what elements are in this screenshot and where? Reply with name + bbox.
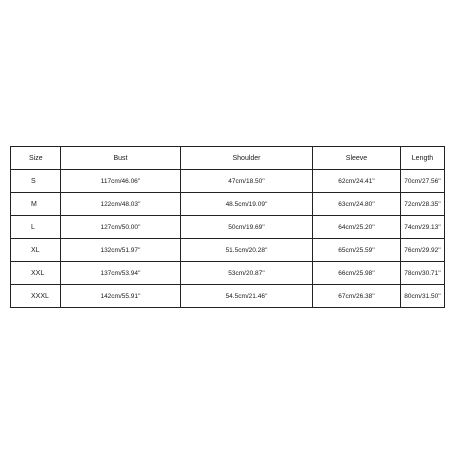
size-cell: XL xyxy=(11,239,61,262)
length-cell: 76cm/29.92'' xyxy=(401,239,445,262)
size-cell: XXXL xyxy=(11,285,61,308)
table-row xyxy=(11,193,445,216)
sleeve-cell: 66cm/25.98'' xyxy=(313,262,401,285)
bust-cell: 137cm/53.94'' xyxy=(61,262,181,285)
header-bust: Bust xyxy=(61,147,181,170)
bust-cell: 122cm/48.03'' xyxy=(61,193,181,216)
header-sleeve: Sleeve xyxy=(313,147,401,170)
size-cell: XXL xyxy=(11,262,61,285)
table-row xyxy=(11,262,445,285)
shoulder-cell: 54.5cm/21.46'' xyxy=(181,285,313,308)
length-cell: 74cm/29.13'' xyxy=(401,216,445,239)
table-row xyxy=(11,239,445,262)
table-row xyxy=(11,216,445,239)
sleeve-cell: 62cm/24.41'' xyxy=(313,170,401,193)
length-cell: 80cm/31.50'' xyxy=(401,285,445,308)
table-row xyxy=(11,285,445,308)
bust-cell: 127cm/50.00'' xyxy=(61,216,181,239)
sleeve-cell: 67cm/26.38'' xyxy=(313,285,401,308)
size-cell: S xyxy=(11,170,61,193)
size-cell: M xyxy=(11,193,61,216)
length-cell: 70cm/27.56'' xyxy=(401,170,445,193)
size-cell: L xyxy=(11,216,61,239)
bust-cell: 132cm/51.97'' xyxy=(61,239,181,262)
bust-cell: 142cm/55.91'' xyxy=(61,285,181,308)
header-shoulder: Shoulder xyxy=(181,147,313,170)
shoulder-cell: 48.5cm/19.09'' xyxy=(181,193,313,216)
header-length: Length xyxy=(401,147,445,170)
shoulder-cell: 47cm/18.50'' xyxy=(181,170,313,193)
shoulder-cell: 50cm/19.69'' xyxy=(181,216,313,239)
bust-cell: 117cm/46.06'' xyxy=(61,170,181,193)
length-cell: 78cm/30.71'' xyxy=(401,262,445,285)
header-size: Size xyxy=(11,147,61,170)
table-row xyxy=(11,170,445,193)
size-chart xyxy=(10,146,444,308)
shoulder-cell: 51.5cm/20.28'' xyxy=(181,239,313,262)
size-chart-table xyxy=(10,146,445,308)
header-row xyxy=(11,147,445,170)
sleeve-cell: 65cm/25.59'' xyxy=(313,239,401,262)
sleeve-cell: 64cm/25.20'' xyxy=(313,216,401,239)
sleeve-cell: 63cm/24.80'' xyxy=(313,193,401,216)
length-cell: 72cm/28.35'' xyxy=(401,193,445,216)
shoulder-cell: 53cm/20.87'' xyxy=(181,262,313,285)
